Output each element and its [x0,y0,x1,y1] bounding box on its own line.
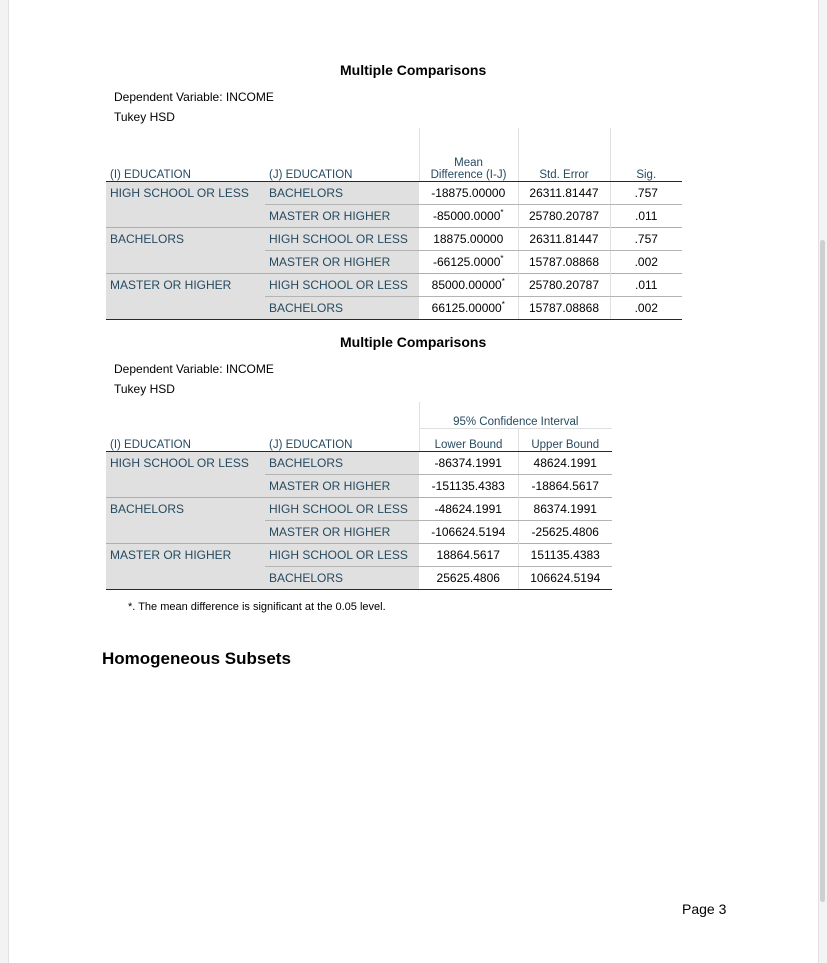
row-i-label: HIGH SCHOOL OR LESS [106,451,265,497]
header-j-education: (J) EDUCATION [265,128,419,181]
row-i-label: HIGH SCHOOL OR LESS [106,181,265,227]
std-error-cell: 15787.08868 [518,250,610,273]
lower-bound-cell: -106624.5194 [431,524,506,539]
table2-dependent-variable: Dependent Variable: INCOME [114,362,274,376]
lower-bound-cell: 25625.4806 [419,566,518,589]
header-lower-bound: Lower Bound [419,428,518,451]
lower-bound-cell: 18864.5617 [419,543,518,566]
lower-bound-cell: -151135.4383 [431,478,505,493]
table-row [106,273,682,296]
upper-bound-cell: 151135.4383 [518,543,612,566]
std-error-cell: 25780.20787 [518,204,610,227]
sig-cell: .011 [610,204,682,227]
row-j-label: HIGH SCHOOL OR LESS [265,273,419,296]
row-j-label: HIGH SCHOOL OR LESS [265,543,419,566]
row-j-label: MASTER OR HIGHER [265,474,419,497]
header-sig: Sig. [610,128,682,181]
table-row [106,543,612,566]
sig-cell: .002 [610,296,682,319]
upper-bound-cell: 86374.1991 [518,497,612,520]
section-title: Homogeneous Subsets [102,649,291,668]
table-row [106,181,682,204]
vertical-scrollbar[interactable] [820,240,825,902]
mean-diff-cell: 66125.00000* [419,296,518,319]
table1-method: Tukey HSD [114,110,175,124]
std-error-cell: 15787.08868 [518,296,610,319]
mean-diff-cell: -85000.0000* [432,207,504,223]
upper-bound-cell: 48624.1991 [518,451,612,474]
row-j-label: BACHELORS [265,451,419,474]
upper-bound-cell: 106624.5194 [518,566,612,589]
row-j-label: BACHELORS [265,181,419,204]
table-row [106,451,612,474]
header-i-education: (I) EDUCATION [106,428,265,451]
sig-cell: .757 [610,181,682,204]
header-mean-line2: Difference (I-J) [430,168,507,181]
table2-method: Tukey HSD [114,382,175,396]
header-i-education: (I) EDUCATION [106,128,265,181]
row-j-label: HIGH SCHOOL OR LESS [265,497,419,520]
std-error-cell: 26311.81447 [518,181,610,204]
multiple-comparisons-table [106,128,682,320]
mean-diff-cell: 18875.00000 [419,227,518,250]
row-i-label: MASTER OR HIGHER [106,273,265,319]
row-j-label: HIGH SCHOOL OR LESS [265,227,419,250]
row-j-label: MASTER OR HIGHER [265,204,419,227]
mean-diff-cell: -66125.0000* [432,253,504,269]
upper-bound-cell: -25625.4806 [518,520,612,543]
header-upper-bound: Upper Bound [518,428,612,451]
row-j-label: MASTER OR HIGHER [265,250,419,273]
row-i-label: MASTER OR HIGHER [106,543,265,589]
mean-diff-cell: 85000.00000* [419,273,518,296]
lower-bound-cell: -86374.1991 [419,451,518,474]
table1-title: Multiple Comparisons [340,62,487,78]
header-confidence-interval: 95% Confidence Interval [419,402,612,428]
table-row [106,497,612,520]
std-error-cell: 25780.20787 [518,273,610,296]
row-j-label: MASTER OR HIGHER [265,520,419,543]
header-mean-difference [419,128,518,181]
upper-bound-cell: -18864.5617 [518,474,612,497]
table2-title: Multiple Comparisons [340,334,487,350]
row-i-label: BACHELORS [106,227,265,273]
page-margin-left [0,0,9,963]
confidence-interval-table [106,402,612,590]
page-number: Page 3 [682,901,727,917]
significance-footnote: *. The mean difference is significant at the 0.05 level. [128,601,386,613]
sig-cell: .002 [610,250,682,273]
mean-diff-cell: -18875.00000 [419,181,518,204]
lower-bound-cell: -48624.1991 [419,497,518,520]
sig-cell: .011 [610,273,682,296]
std-error-cell: 26311.81447 [518,227,610,250]
row-j-label: BACHELORS [265,296,419,319]
sig-cell: .757 [610,227,682,250]
table1-dependent-variable: Dependent Variable: INCOME [114,90,274,104]
row-i-label: BACHELORS [106,497,265,543]
header-std-error: Std. Error [518,128,610,181]
table-row [106,227,682,250]
header-mean-line1: Mean [454,156,483,169]
header-j-education: (J) EDUCATION [265,428,419,451]
row-j-label: BACHELORS [265,566,419,589]
